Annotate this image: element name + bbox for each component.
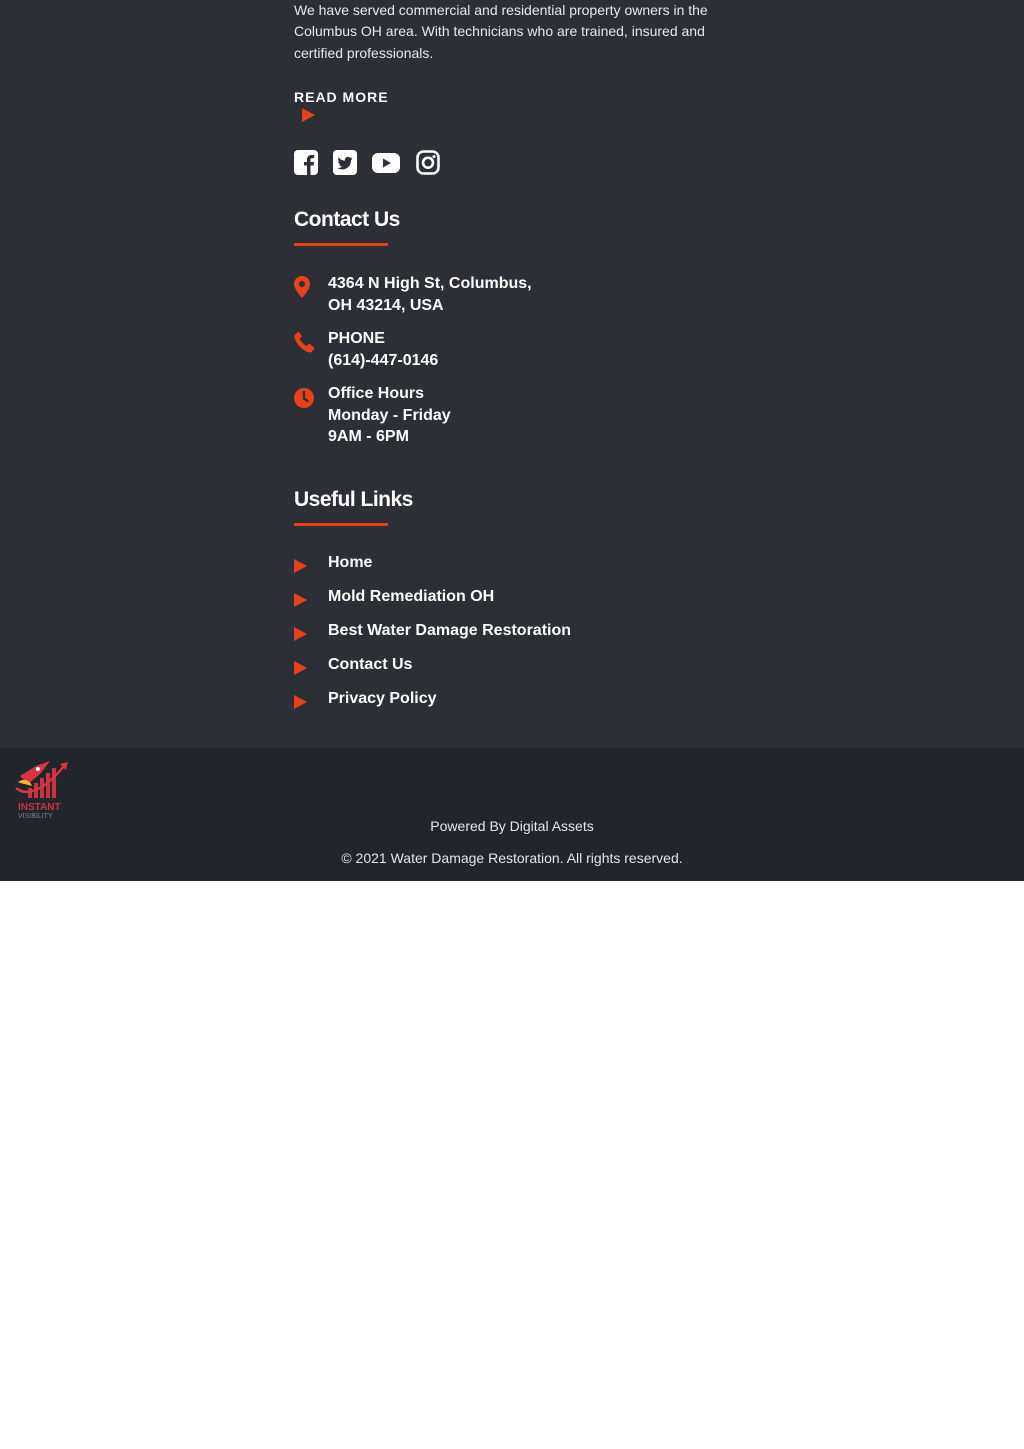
address-line2: OH 43214, USA xyxy=(328,296,444,314)
logo-text-line2: VISIBILITY xyxy=(18,813,53,820)
phone-number[interactable]: (614)-447-0146 xyxy=(328,351,439,369)
hours-label: Office Hours xyxy=(328,385,425,402)
link-item-water-damage[interactable] xyxy=(294,622,694,646)
facebook-icon[interactable] xyxy=(294,150,318,176)
phone-icon[interactable] xyxy=(294,331,315,358)
play-arrow-icon xyxy=(294,593,307,607)
address-line1: 4364 N High St, Columbus, xyxy=(328,275,532,292)
powered-by-text: Powered By Digital Assets xyxy=(430,818,594,834)
hours-time: 9AM - 6PM xyxy=(328,428,409,445)
link-item-mold-remediation[interactable] xyxy=(294,588,694,612)
link-item-home[interactable] xyxy=(294,554,694,578)
office-hours xyxy=(328,383,451,448)
clock-icon xyxy=(294,388,314,413)
useful-links-heading: Useful Links xyxy=(294,488,413,511)
logo-text-line1: INSTANT xyxy=(18,802,61,813)
link-contact-us[interactable]: Contact Us xyxy=(328,656,413,673)
play-arrow-icon xyxy=(294,661,307,675)
phone-label: PHONE xyxy=(328,330,385,347)
link-privacy-policy[interactable]: Privacy Policy xyxy=(328,690,437,707)
contact-heading-underline xyxy=(294,243,388,246)
play-arrow-icon[interactable] xyxy=(302,108,315,122)
contact-heading: Contact Us xyxy=(294,208,400,231)
link-water-damage[interactable]: Best Water Damage Restoration xyxy=(328,622,572,639)
play-arrow-icon xyxy=(294,695,307,709)
play-arrow-icon xyxy=(294,627,307,641)
hours-days: Monday - Friday xyxy=(328,406,451,424)
read-more-link[interactable]: READ MORE xyxy=(294,89,389,105)
phone-block xyxy=(328,328,438,371)
link-item-privacy-policy[interactable] xyxy=(294,690,694,714)
youtube-icon[interactable] xyxy=(372,150,400,176)
about-text: We have served commercial and residential property owners in the Columbus OH area. With technicians who are trained, insured and certified professionals. xyxy=(294,2,708,61)
map-pin-icon xyxy=(294,276,310,303)
instagram-icon[interactable] xyxy=(416,150,440,176)
link-home[interactable]: Home xyxy=(328,554,373,571)
useful-links-heading-underline xyxy=(294,523,388,526)
address xyxy=(328,273,532,316)
instant-visibility-logo[interactable] xyxy=(10,758,72,822)
link-mold-remediation[interactable]: Mold Remediation OH xyxy=(328,588,495,605)
link-item-contact-us[interactable] xyxy=(294,656,694,680)
copyright-text: © 2021 Water Damage Restoration. All rights reserved. xyxy=(341,850,683,866)
twitter-icon[interactable] xyxy=(333,150,357,176)
play-arrow-icon xyxy=(294,559,307,573)
